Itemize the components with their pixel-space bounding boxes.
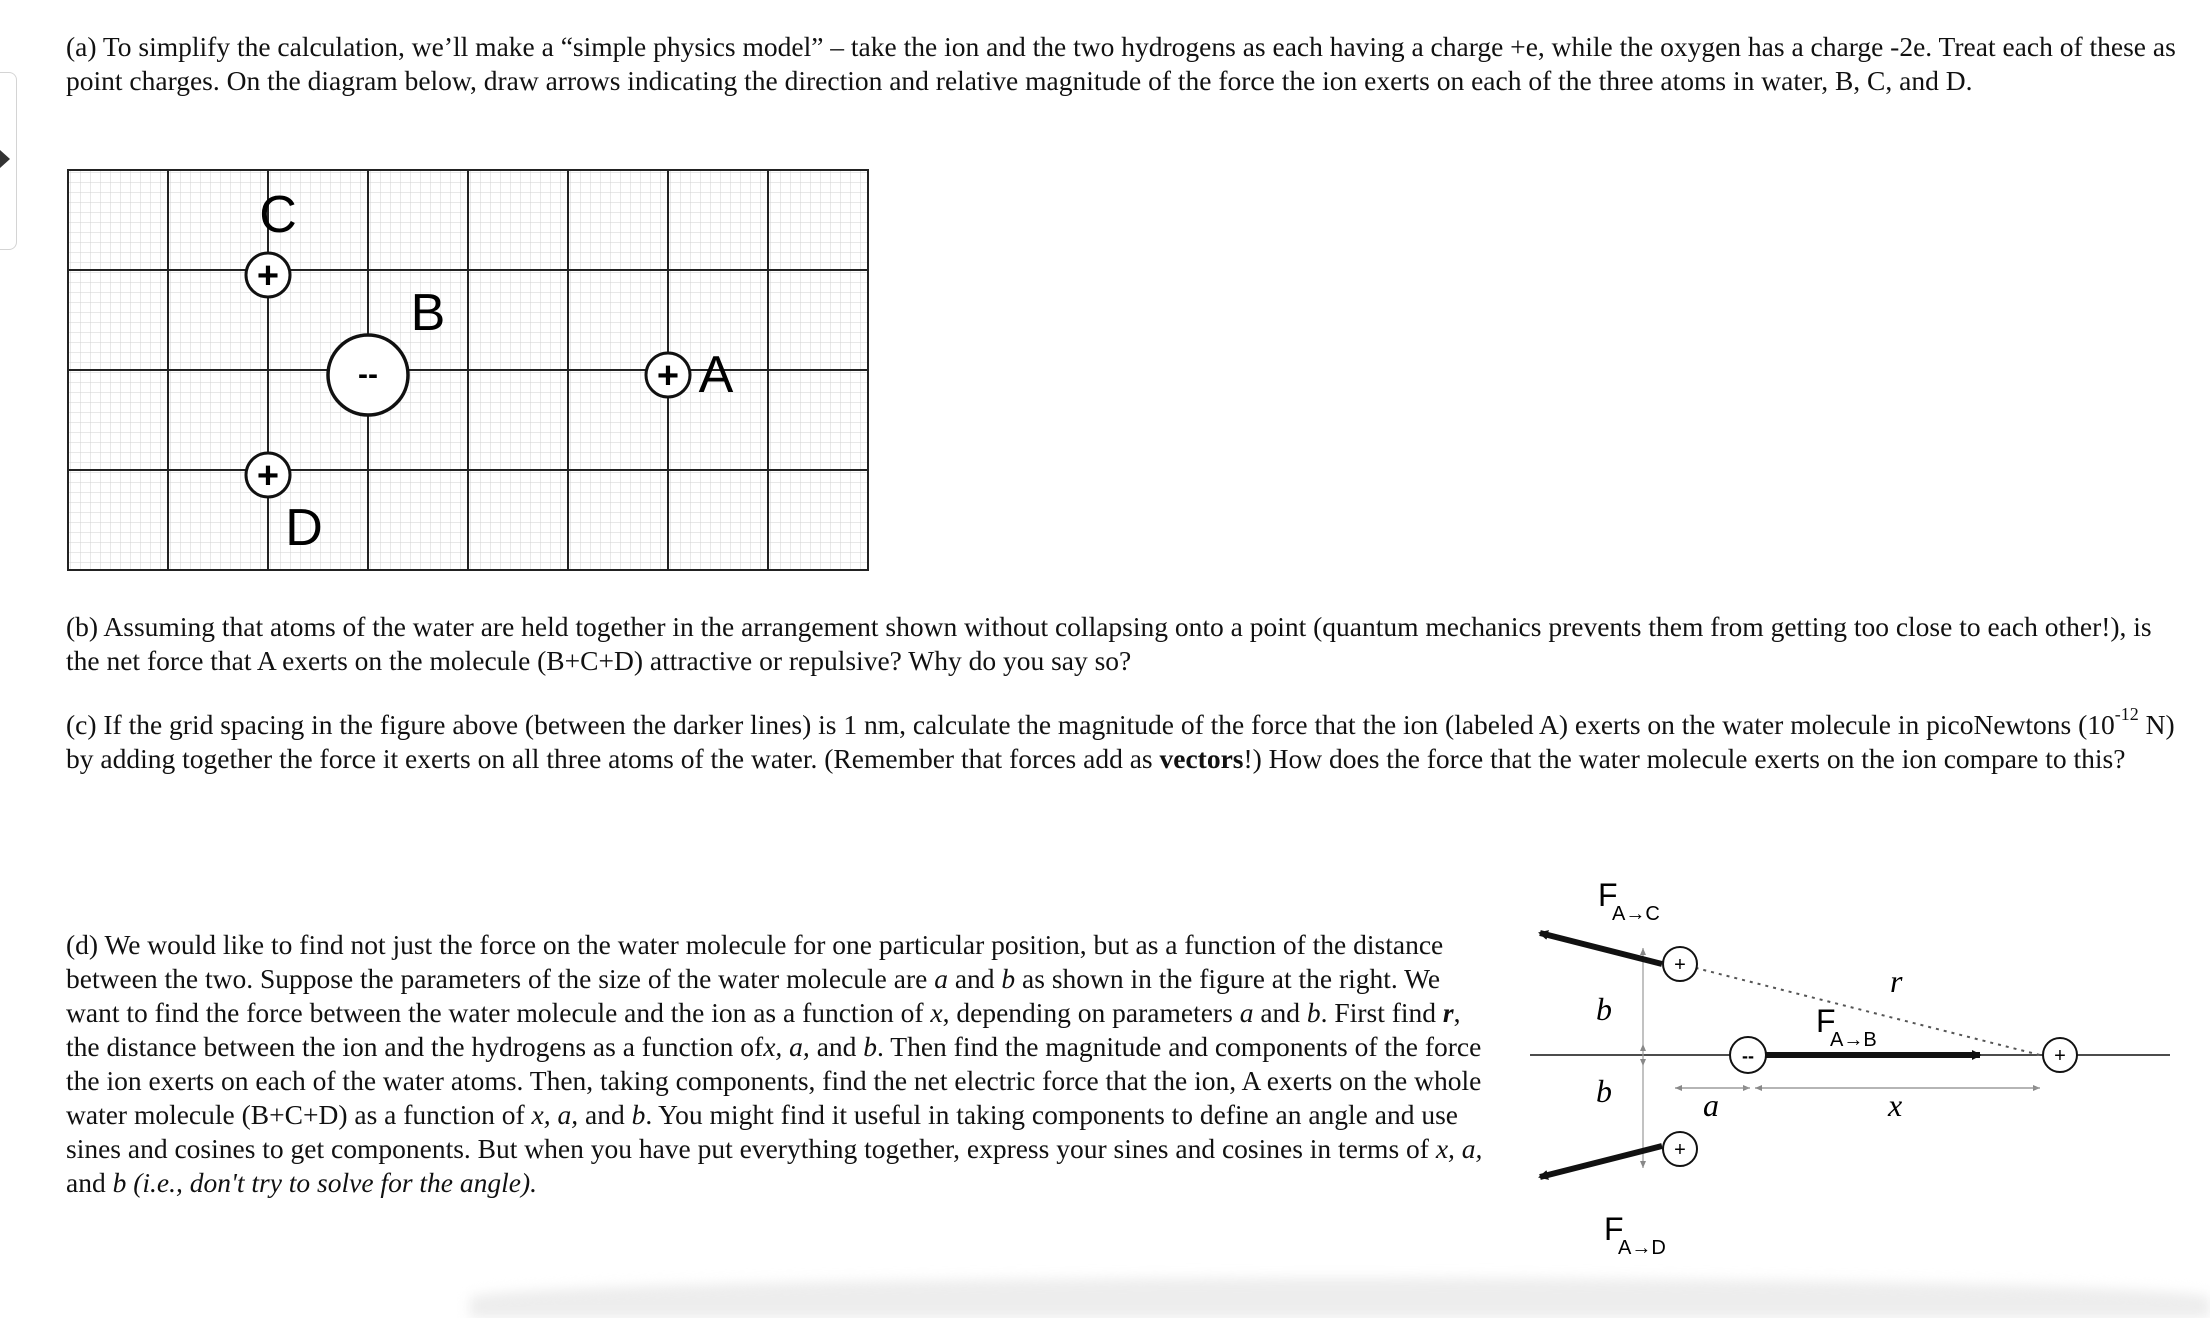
expand-arrow-icon[interactable] xyxy=(0,150,10,168)
atom-d-label: D xyxy=(285,499,323,557)
force-arrow-a-c xyxy=(1540,933,1662,964)
atom-a-label: A xyxy=(698,346,734,404)
atom-b-label: B xyxy=(410,284,446,342)
part-c-text xyxy=(66,704,2176,776)
svg-text:+: + xyxy=(1674,954,1686,976)
hydrogen-bottom xyxy=(1663,1132,1697,1166)
grid-figure xyxy=(60,162,880,582)
part-b-text: (b) Assuming that atoms of the water are held together in the arrangement shown without collapsing onto a point (quantum mechanics prevents them from getting too close to each other!), is the net force that A exerts on the molecule (B+C+D) attractive or repulsive? Why do you say so? xyxy=(66,611,2152,676)
ion-a xyxy=(2043,1038,2077,1072)
svg-text:A→D: A→D xyxy=(1618,1237,1666,1259)
part-c-text-2: N) by adding together the force it exerts on all three atoms of the water. (Remember that forces add as xyxy=(66,709,2175,774)
svg-text:+: + xyxy=(2054,1045,2066,1067)
force-arrow-a-d xyxy=(1540,1146,1662,1177)
part-c-text-3: !) How does the force that the water molecule exerts on the ion compare to this? xyxy=(1243,743,2126,774)
svg-text:A→C: A→C xyxy=(1612,903,1660,925)
label-x: x xyxy=(1888,1087,1903,1123)
label-f-a-d xyxy=(1604,1211,1666,1259)
part-c-bold-vectors: vectors xyxy=(1159,743,1244,774)
force-diagram xyxy=(1500,862,2200,1282)
atom-c-label: C xyxy=(259,186,297,244)
label-b-bottom: b xyxy=(1596,1073,1612,1109)
svg-text:--: -- xyxy=(1742,1046,1754,1066)
svg-text:F: F xyxy=(1816,1003,1836,1039)
atom-a-charge: + xyxy=(656,355,680,397)
part-d-text: (d) We would like to find not just the force on the water molecule for one particular position, but as a function of the distance between the two. Suppose the parameters of the size of the water molecule are a and b as shown in the figure at the right. We want to find the force between the water molecule and the ion as a function of x, depending on parameters a and b. First find r, the distance between the ion and the hydrogens as a function ofx, a, and b. Then find the magnitude and components of the force the ion exerts on each of the water atoms. Then, taking components, find the net electric force that the ion, A exerts on the whole water molecule (B+C+D) as a function of x, a, and b. You might find it useful in taking components to define an angle and use sines and cosines to get components. But when you have put everything together, express your sines and cosines in terms of x, a, and b (i.e., don't try to solve for the angle). xyxy=(66,929,1483,1198)
label-b-top: b xyxy=(1596,991,1612,1027)
label-f-a-b xyxy=(1816,1003,1877,1051)
part-a-text: (a) To simplify the calculation, we’ll make a “simple physics model” – take the ion and the two hydrogens as each having a charge +e, while the oxygen has a charge -2e. Treat each of these as point charges. On the diagram below, draw arrows indicating the direction and relative magnitude of the force the ion exerts on each of the three atoms in water, B, C, and D. xyxy=(66,31,2176,96)
label-f-a-c xyxy=(1598,877,1660,925)
atom-b-charge: -- xyxy=(358,358,378,391)
oxygen xyxy=(1730,1037,1766,1073)
part-c-text-1: (c) If the grid spacing in the figure above (between the darker lines) is 1 nm, calculate the magnitude of the force that the ion (labeled A) exerts on the water molecule in picoNewtons (10 xyxy=(66,709,2115,740)
svg-text:F: F xyxy=(1598,877,1618,913)
svg-text:F: F xyxy=(1604,1211,1624,1247)
atom-c-charge: + xyxy=(256,255,280,297)
part-c-exponent: -12 xyxy=(2114,704,2139,724)
label-r: r xyxy=(1890,963,1903,999)
svg-text:A→B: A→B xyxy=(1830,1029,1877,1051)
label-a: a xyxy=(1703,1087,1719,1123)
bottom-shadow xyxy=(470,1278,2210,1318)
hydrogen-top xyxy=(1663,947,1697,981)
svg-text:+: + xyxy=(1674,1139,1686,1161)
atom-d-charge: + xyxy=(256,455,280,497)
